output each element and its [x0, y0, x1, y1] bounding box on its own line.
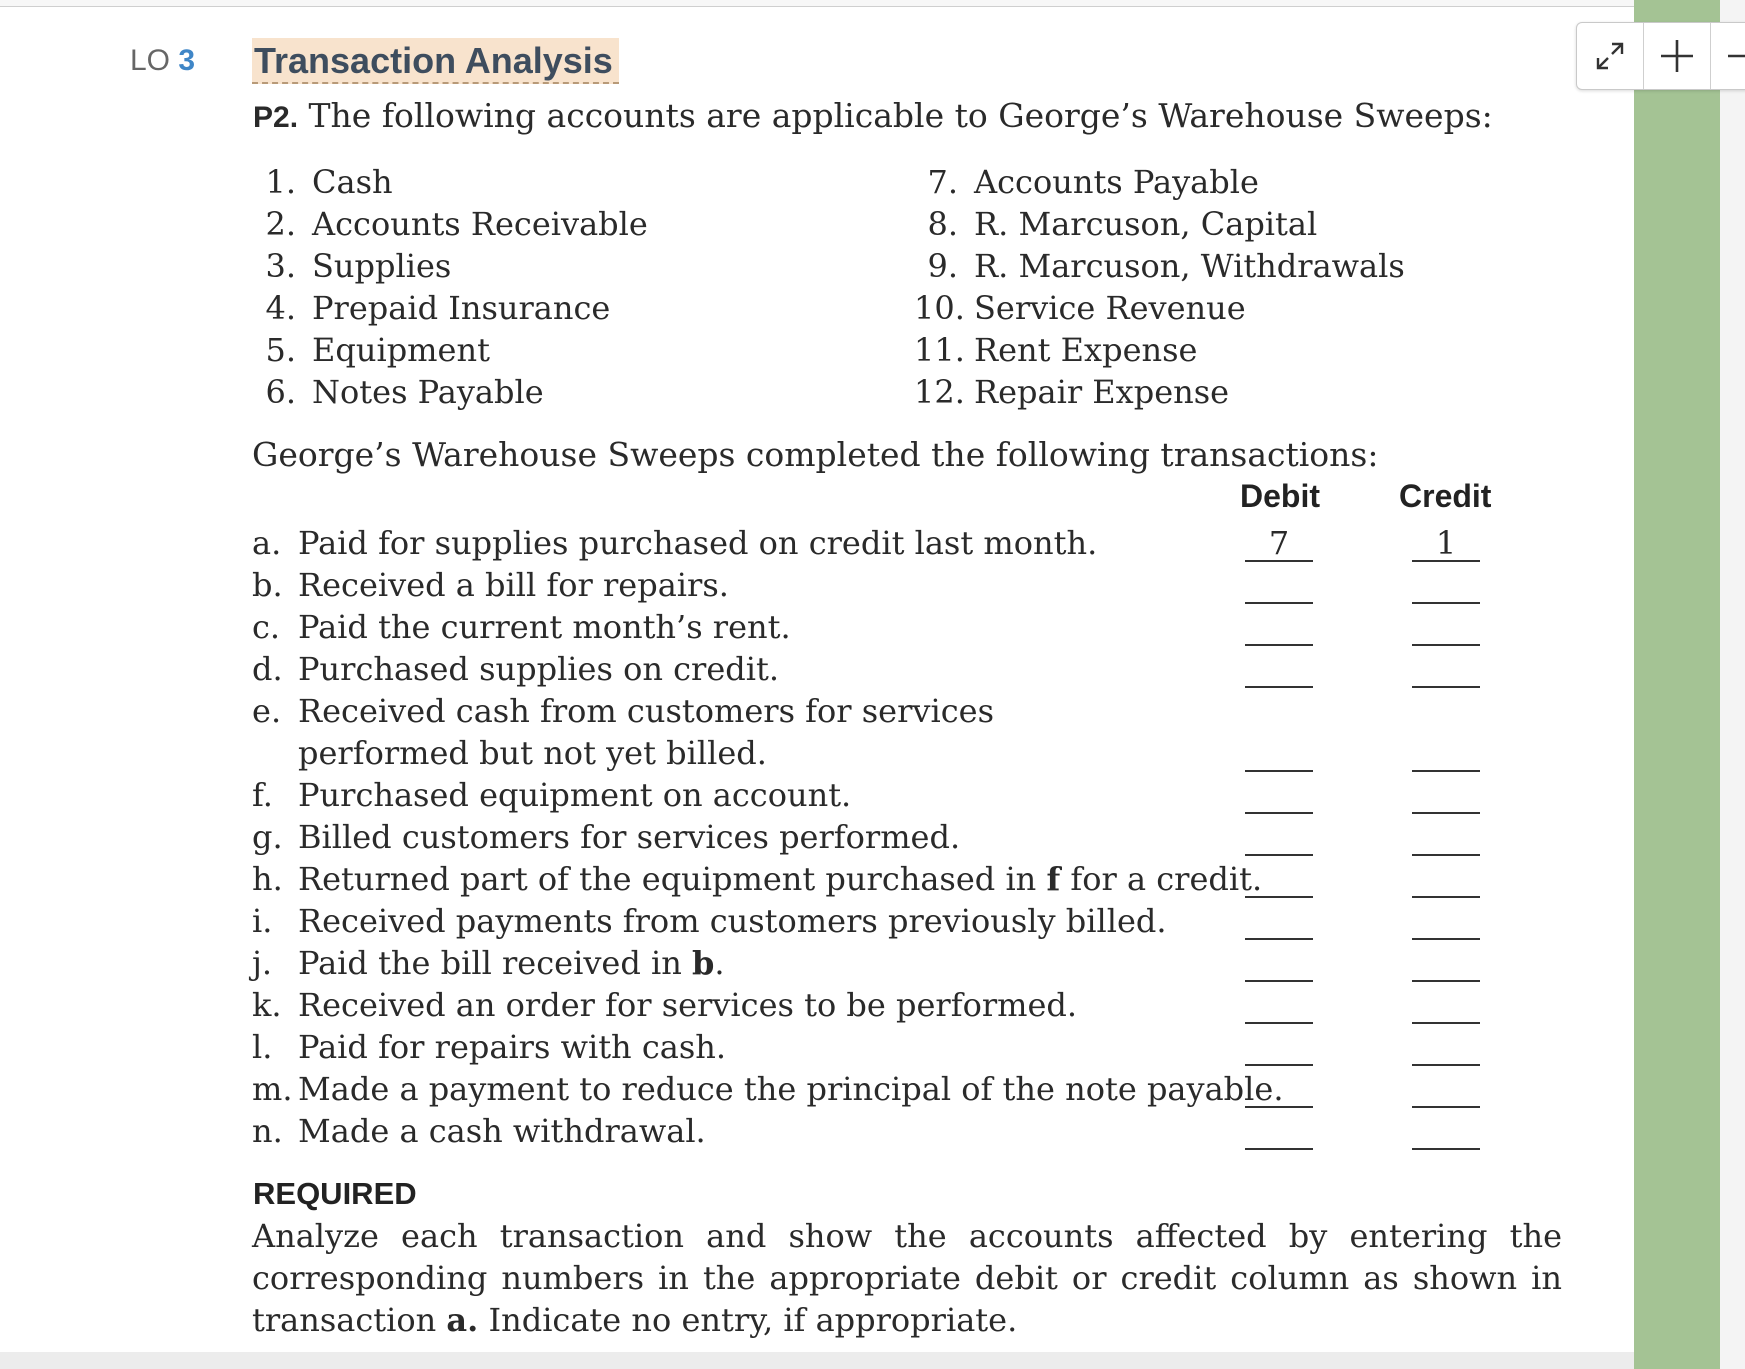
- account-number: 6.: [265, 373, 296, 411]
- transaction-row: [252, 606, 791, 648]
- right-margin-strip: [1720, 0, 1745, 1369]
- required-instructions: [252, 1215, 1562, 1341]
- account-name: Cash: [312, 163, 393, 201]
- transaction-row: [252, 984, 1077, 1026]
- account-item: [252, 203, 648, 245]
- learning-objective: [130, 44, 195, 78]
- transaction-text: .: [714, 944, 725, 982]
- account-item: [914, 329, 1197, 371]
- account-item: [252, 287, 610, 329]
- debit-answer[interactable]: [1245, 568, 1313, 604]
- transaction-letter: g.: [252, 818, 283, 856]
- account-number: 7.: [927, 163, 958, 201]
- account-name: Repair Expense: [974, 373, 1230, 411]
- problem-number: P2.: [253, 101, 299, 134]
- transaction-row: [252, 1068, 1283, 1110]
- transaction-row: [252, 564, 729, 606]
- transaction-row: [252, 690, 994, 732]
- problem-intro-text: The following accounts are applicable to George’s Warehouse Sweeps:: [308, 96, 1493, 135]
- transaction-text: Received a bill for repairs.: [298, 566, 729, 604]
- account-name: Rent Expense: [974, 331, 1198, 369]
- credit-answer[interactable]: [1412, 904, 1480, 940]
- required-heading: REQUIRED: [253, 1176, 417, 1211]
- credit-answer[interactable]: [1412, 736, 1480, 772]
- credit-answer[interactable]: [1412, 610, 1480, 646]
- debit-answer[interactable]: [1245, 862, 1313, 898]
- lo-number: 3: [178, 44, 196, 77]
- expand-icon: [1590, 36, 1630, 76]
- transaction-letter: m.: [252, 1070, 293, 1108]
- account-number: 12.: [914, 373, 965, 411]
- zoom-in-icon: [1657, 36, 1697, 76]
- account-item: [252, 329, 490, 371]
- debit-answer[interactable]: [1245, 820, 1313, 856]
- account-name: R. Marcuson, Capital: [974, 205, 1318, 243]
- sidebar-green-bar: [1634, 0, 1720, 1369]
- debit-answer[interactable]: [1245, 1072, 1313, 1108]
- transaction-text: Made a cash withdrawal.: [298, 1112, 706, 1150]
- credit-answer[interactable]: [1412, 1030, 1480, 1066]
- account-item: [252, 161, 393, 203]
- debit-answer[interactable]: [1245, 652, 1313, 688]
- transaction-text: Paid the current month’s rent.: [298, 608, 791, 646]
- account-number: 4.: [265, 289, 296, 327]
- debit-answer[interactable]: [1245, 904, 1313, 940]
- account-item: [914, 245, 1405, 287]
- debit-answer[interactable]: [1245, 610, 1313, 646]
- debit-answer[interactable]: [1245, 946, 1313, 982]
- credit-answer[interactable]: [1412, 946, 1480, 982]
- transaction-text: Billed customers for services performed.: [298, 818, 961, 856]
- account-number: 3.: [265, 247, 296, 285]
- account-item: [914, 161, 1259, 203]
- transaction-text: Received cash from customers for services: [298, 692, 994, 730]
- transaction-row: [252, 1110, 706, 1152]
- transaction-text: for a credit.: [1060, 860, 1263, 898]
- transaction-letter: e.: [252, 692, 282, 730]
- account-item: [252, 245, 451, 287]
- transaction-row: [252, 900, 1167, 942]
- transaction-row: [252, 1026, 726, 1068]
- transaction-letter: a.: [252, 524, 282, 562]
- transaction-text: Received an order for services to be performed.: [298, 986, 1078, 1024]
- required-reference: a.: [446, 1301, 479, 1339]
- credit-answer[interactable]: [1412, 988, 1480, 1024]
- transaction-letter: d.: [252, 650, 283, 688]
- account-item: [914, 287, 1246, 329]
- account-item: [914, 371, 1229, 413]
- transaction-row: [252, 942, 725, 984]
- transaction-row: [252, 816, 960, 858]
- debit-answer[interactable]: [1245, 1030, 1313, 1066]
- account-number: 2.: [265, 205, 296, 243]
- transaction-letter: c.: [252, 608, 281, 646]
- transaction-text: Returned part of the equipment purchased in: [298, 860, 1047, 898]
- transaction-text: Paid for supplies purchased on credit last month.: [298, 524, 1098, 562]
- credit-column-header: Credit: [1399, 478, 1492, 514]
- debit-answer[interactable]: [1245, 736, 1313, 772]
- account-number: 1.: [265, 163, 296, 201]
- transaction-letter: n.: [252, 1112, 283, 1150]
- credit-answer[interactable]: [1412, 1114, 1480, 1150]
- account-name: Accounts Payable: [974, 163, 1259, 201]
- transaction-row: [252, 858, 1262, 900]
- account-number: 10.: [914, 289, 965, 327]
- expand-button[interactable]: [1577, 23, 1643, 89]
- zoom-in-button[interactable]: [1644, 23, 1710, 89]
- debit-answer[interactable]: 7: [1245, 526, 1313, 562]
- page-top-edge: [0, 0, 1640, 7]
- transaction-reference: f: [1046, 860, 1061, 898]
- account-name: Service Revenue: [974, 289, 1246, 327]
- debit-answer[interactable]: [1245, 1114, 1313, 1150]
- credit-answer[interactable]: [1412, 568, 1480, 604]
- viewer-toolbar: [1576, 22, 1745, 90]
- transaction-letter: f.: [252, 776, 273, 814]
- credit-answer[interactable]: [1412, 862, 1480, 898]
- account-name: Accounts Receivable: [312, 205, 648, 243]
- page-bottom-edge: [0, 1352, 1640, 1369]
- transaction-text: Paid for repairs with cash.: [298, 1028, 727, 1066]
- transaction-text: Received payments from customers previously billed.: [298, 902, 1167, 940]
- transactions-intro: George’s Warehouse Sweeps completed the following transactions:: [252, 435, 1379, 474]
- account-number: 5.: [265, 331, 296, 369]
- problem-intro: [253, 96, 1493, 135]
- account-name: Notes Payable: [312, 373, 544, 411]
- required-text: Analyze each transaction and show the accounts affected by entering the corresponding numbers in the appropriate debit or credit column as shown in transaction: [252, 1217, 1562, 1339]
- transaction-text-continued: performed but not yet billed.: [298, 734, 767, 772]
- credit-answer[interactable]: 1: [1412, 526, 1480, 562]
- account-item: [252, 371, 544, 413]
- account-item: [914, 203, 1317, 245]
- account-number: 9.: [927, 247, 958, 285]
- debit-answer[interactable]: [1245, 988, 1313, 1024]
- transaction-row: [252, 648, 779, 690]
- section-title[interactable]: Transaction Analysis: [252, 38, 619, 84]
- transaction-text: Purchased supplies on credit.: [298, 650, 780, 688]
- debit-column-header: Debit: [1240, 478, 1320, 514]
- transaction-row: [252, 522, 1097, 564]
- transaction-row: [252, 774, 851, 816]
- transaction-letter: b.: [252, 566, 283, 604]
- zoom-out-button[interactable]: [1711, 23, 1745, 89]
- transaction-letter: k.: [252, 986, 282, 1024]
- account-name: R. Marcuson, Withdrawals: [974, 247, 1405, 285]
- credit-answer[interactable]: [1412, 820, 1480, 856]
- transaction-text: Paid the bill received in: [298, 944, 693, 982]
- zoom-out-icon: [1724, 36, 1745, 76]
- transaction-reference: b: [692, 944, 715, 982]
- transaction-text: Purchased equipment on account.: [298, 776, 852, 814]
- lo-prefix: LO: [130, 44, 171, 77]
- transaction-letter: h.: [252, 860, 283, 898]
- transaction-letter: i.: [252, 902, 273, 940]
- required-text: Indicate no entry, if appropriate.: [478, 1301, 1018, 1339]
- credit-answer[interactable]: [1412, 778, 1480, 814]
- transaction-letter: j.: [252, 944, 273, 982]
- account-number: 8.: [927, 205, 958, 243]
- transaction-text: Made a payment to reduce the principal of the note payable.: [298, 1070, 1284, 1108]
- account-number: 11.: [914, 331, 965, 369]
- account-name: Equipment: [312, 331, 490, 369]
- credit-answer[interactable]: [1412, 652, 1480, 688]
- account-name: Supplies: [312, 247, 452, 285]
- credit-answer[interactable]: [1412, 1072, 1480, 1108]
- transaction-letter: l.: [252, 1028, 273, 1066]
- account-name: Prepaid Insurance: [312, 289, 611, 327]
- debit-answer[interactable]: [1245, 778, 1313, 814]
